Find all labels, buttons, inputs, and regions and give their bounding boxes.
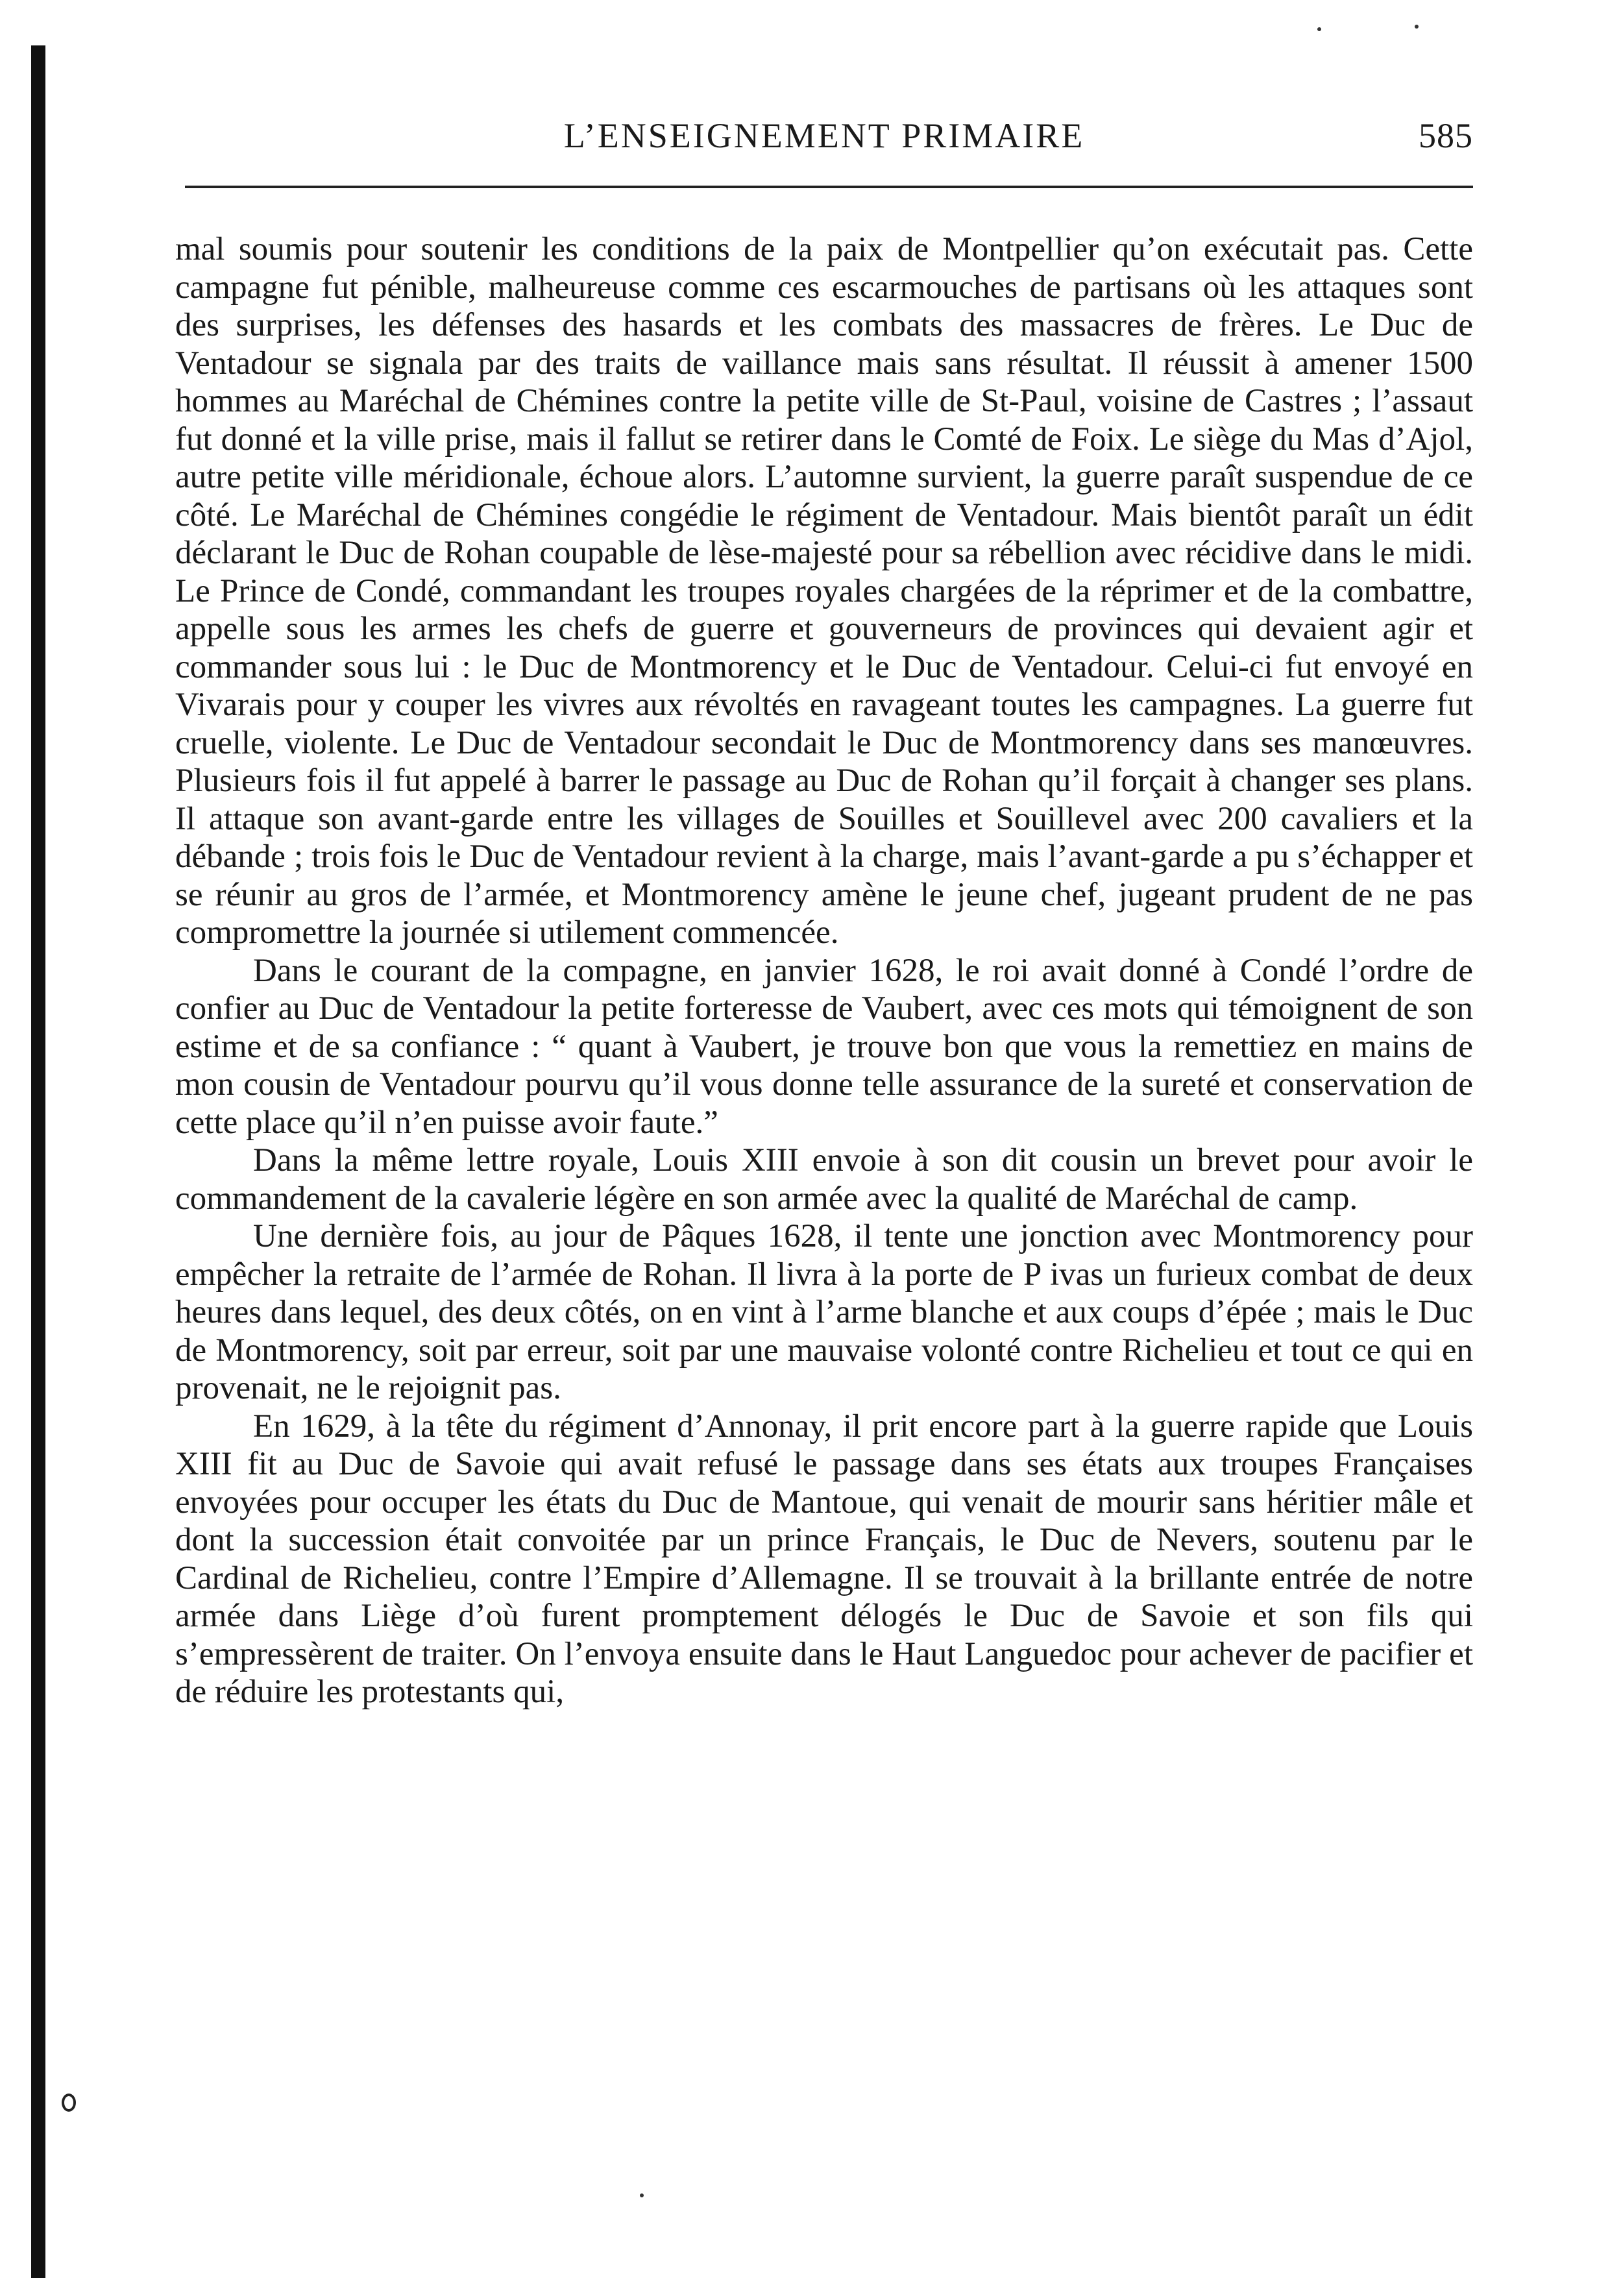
running-title: L’ENSEIGNEMENT PRIMAIRE <box>563 116 1085 155</box>
page-header <box>175 110 1473 169</box>
paragraph-1629: En 1629, à la tête du régiment d’Annonay, il prit encore part à la guerre rapide que Louis XIII fit au Duc de Savoie qui avait refusé le passage dans ses états aux troupes Françaises envoyées pour occuper les états du Duc de Mantoue, qui venait de mourir sans héritier mâle et dont la succession était convoitée par un prince Français, le Duc de Nevers, soutenu par le Cardinal de Richelieu, contre l’Empire d’Allemagne. Il se trouvait à la brillante entrée de notre armée dans Liège d’où furent promptement délogés le Duc de Savoie et son fils qui s’empressèrent de traiter. On l’envoya ensuite dans le Haut Languedoc pour achever de pacifier et de réduire les protestants qui, <box>175 1408 1473 1710</box>
print-speck <box>1415 25 1419 29</box>
print-speck <box>1317 27 1321 31</box>
paragraph-brevet: Dans la même lettre royale, Louis XIII envoie à son dit cousin un brevet pour avoir le commandement de la cavalerie légère en son armée avec la qualité de Maréchal de camp. <box>175 1142 1473 1217</box>
print-speck <box>640 2193 644 2197</box>
body-text <box>175 230 1473 1711</box>
header-rule <box>185 186 1473 188</box>
paragraph-continuation: mal soumis pour soutenir les conditions de la paix de Montpellier qu’on exécutait pas. Cette campagne fut pénible, malheureuse comme ces escarmouches de partisans où les attaques sont des surprises, les défenses des hasards et les combats des massacres de frères. Le Duc de Ventadour se signala par des traits de vaillance mais sans résultat. Il réussit à amener 1500 hommes au Maréchal de Chémines contre la petite ville de St-Paul, voisine de Castres ; l’assaut fut donné et la ville prise, mais il fallut se retirer dans le Comté de Foix. Le siège du Mas d’Ajol, autre petite ville méridionale, échoue alors. L’automne survient, la guerre paraît suspendue de ce côté. Le Maréchal de Chémines congédie le régiment de Ventadour. Mais bientôt paraît un édit déclarant le Duc de Rohan coupable de lèse-majesté pour sa rébellion avec récidive dans le midi. Le Prince de Condé, commandant les troupes royales chargées de la réprimer et de la combattre, appelle sous les armes les chefs de guerre et gouverneurs de provinces qui devaient agir et commander sous lui : le Duc de Montmorency et le Duc de Ventadour. Celui-ci fut envoyé en Vivarais pour y couper les vivres aux révoltés en ravageant toutes les campagnes. La guerre fut cruelle, violente. Le Duc de Ventadour secondait le Duc de Montmorency dans ses manœuvres. Plusieurs fois il fut appelé à barrer le passage au Duc de Rohan qu’il forçait à changer ses plans. Il attaque son avant-garde entre les villages de Souilles et Souillevel avec 200 cavaliers et la débande ; trois fois le Duc de Ventadour revient à la charge, mais l’avant-garde a pu s’échapper et se réunir au gros de l’armée, et Montmorency amène le jeune chef, jugeant prudent de ne pas compromettre la journée si utilement commencée. <box>175 231 1473 951</box>
page-binding-edge <box>31 45 45 2278</box>
paragraph-paques-1628: Une dernière fois, au jour de Pâques 1628, il tente une jonction avec Montmorency pour empêcher la retraite de l’armée de Rohan. Il livra à la porte de P ivas un furieux combat de deux heures dans lequel, des deux côtés, on en vint à l’arme blanche et aux coups d’épée ; mais le Duc de Montmorency, soit par erreur, soit par une mauvaise volonté contre Richelieu et tout ce qui en provenait, ne le rejoignit pas. <box>175 1218 1473 1406</box>
binding-hole-mark <box>62 2094 76 2112</box>
page-number: 585 <box>1419 116 1473 155</box>
paragraph-vaubert: Dans le courant de la compagne, en janvier 1628, le roi avait donné à Condé l’ordre de confier au Duc de Ventadour la petite forteresse de Vaubert, avec ces mots qui témoignent de son estime et de sa confiance : “ quant à Vaubert, je trouve bon que vous la remettiez en mains de mon cousin de Ventadour pourvu qu’il vous donne telle assurance de la sureté et conservation de cette place qu’il n’en puisse avoir faute.” <box>175 952 1473 1141</box>
